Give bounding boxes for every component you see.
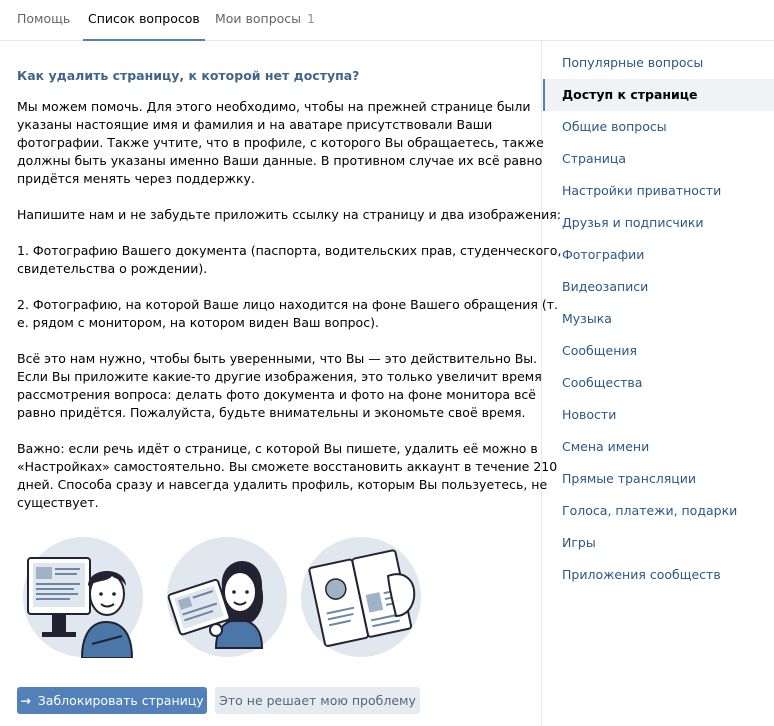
sidebar-item-privacy[interactable] <box>543 175 774 207</box>
sidebar-item-label: Новости <box>562 407 617 422</box>
sidebar-item-general[interactable] <box>543 111 774 143</box>
sidebar-item-label: Фотографии <box>562 247 645 262</box>
paragraph-2 <box>17 206 561 224</box>
passport-document-illustration <box>300 536 422 658</box>
sidebar-item-label: Страница <box>562 151 627 166</box>
sidebar-item-games[interactable] <box>543 527 774 559</box>
sidebar-item-label: Видеозаписи <box>562 279 649 294</box>
paragraph-6 <box>17 440 558 512</box>
sidebar-item-label: Музыка <box>562 311 612 326</box>
tab-my-questions[interactable] <box>215 0 315 41</box>
category-sidebar <box>543 41 774 726</box>
sidebar-item-label: Друзья и подписчики <box>562 215 704 230</box>
paragraph-1 <box>17 98 544 188</box>
tab-my-questions-label: Мои вопросы <box>215 11 302 26</box>
paragraph-line: Всё это нам нужно, чтобы быть уверенными, что Вы — это действительно Вы. <box>17 351 538 366</box>
sidebar-item-page[interactable] <box>543 143 774 175</box>
paragraph-3 <box>17 242 562 278</box>
paragraph-line: должны быть указаны именно Ваши данные. В противном случае их всё равно <box>17 153 543 168</box>
sidebar-item-label: Сообщества <box>562 375 643 390</box>
sidebar-item-label: Популярные вопросы <box>562 55 704 70</box>
sidebar-item-votes-payments[interactable] <box>543 495 774 527</box>
person-at-monitor-illustration <box>22 536 144 658</box>
sidebar-item-label: Настройки приватности <box>562 183 722 198</box>
arrow-right-icon: → <box>20 693 31 708</box>
paragraph-line: равно придётся. Пожалуйста, будьте внимательны и экономьте своё время. <box>17 405 526 420</box>
sidebar-item-page-access[interactable] <box>543 79 774 111</box>
question-title: Как удалить страницу, к которой нет доступа? <box>17 68 360 83</box>
sidebar-item-label: Голоса, платежи, подарки <box>562 503 738 518</box>
paragraph-line: дней. Способа сразу и навсегда удалить профиль, которым Вы пользуетесь, не <box>17 477 548 492</box>
paragraph-line: рассмотрения вопроса: делать фото документа и фото на фоне монитора всё <box>17 387 537 402</box>
paragraph-line: 1. Фотографию Вашего документа (паспорта, водительских прав, студенческого, <box>17 243 562 258</box>
paragraph-line: придётся менять через поддержку. <box>17 171 255 186</box>
sidebar-item-label: Прямые трансляции <box>562 471 697 486</box>
sidebar-item-messages[interactable] <box>543 335 774 367</box>
question-body <box>17 98 562 512</box>
sidebar-item-popular[interactable] <box>543 47 774 79</box>
sidebar-item-friends[interactable] <box>543 207 774 239</box>
tab-help[interactable] <box>17 0 70 41</box>
sidebar-item-videos[interactable] <box>543 271 774 303</box>
sidebar-item-label: Приложения сообществ <box>562 567 721 582</box>
tabs-bar <box>0 0 774 41</box>
woman-with-tablet-illustration <box>166 536 288 658</box>
paragraph-line: Мы можем помочь. Для этого необходимо, чтобы на прежней странице были <box>17 99 531 114</box>
tab-my-questions-count: 1 <box>307 11 315 26</box>
not-solved-button[interactable] <box>215 687 420 714</box>
tab-questions-list-label: Список вопросов <box>88 11 200 26</box>
paragraph-line: е. рядом с монитором, на котором виден Ваш вопрос). <box>17 315 379 330</box>
sidebar-item-community-apps[interactable] <box>543 559 774 591</box>
sidebar-item-label: Доступ к странице <box>562 87 698 102</box>
paragraph-line: свидетельства о рождении). <box>17 261 208 276</box>
sidebar-item-label: Игры <box>562 535 596 550</box>
sidebar-item-music[interactable] <box>543 303 774 335</box>
paragraph-line: Напишите нам и не забудьте приложить ссылку на страницу и два изображения: <box>17 207 561 222</box>
paragraph-line: фотографии. Также учтите, что в профиле, с которого Вы обращаетесь, также <box>17 135 544 150</box>
sidebar-item-label: Сообщения <box>562 343 638 358</box>
sidebar-item-label: Смена имени <box>562 439 650 454</box>
paragraph-line: 2. Фотографию, на которой Ваше лицо находится на фоне Вашего обращения (т. <box>17 297 559 312</box>
paragraph-line: Если Вы приложите какие-то другие изображения, это только увеличит время <box>17 369 542 384</box>
paragraph-line: «Настройках» самостоятельно. Вы сможете восстановить аккаунт в течение 210 <box>17 459 558 474</box>
sidebar-item-name-change[interactable] <box>543 431 774 463</box>
paragraph-5 <box>17 350 542 422</box>
sidebar-item-news[interactable] <box>543 399 774 431</box>
sidebar-item-live-streams[interactable] <box>543 463 774 495</box>
paragraph-line: указаны настоящие имя и фамилия и на аватаре присутствовали Ваши <box>17 117 493 132</box>
tab-help-label: Помощь <box>17 11 71 26</box>
block-page-button[interactable] <box>17 687 207 714</box>
question-article <box>0 41 562 726</box>
block-page-button-label: Заблокировать страницу <box>37 693 204 708</box>
sidebar-item-communities[interactable] <box>543 367 774 399</box>
sidebar-item-label: Общие вопросы <box>562 119 667 134</box>
sidebar-item-photos[interactable] <box>543 239 774 271</box>
tab-questions-list[interactable] <box>83 0 205 41</box>
paragraph-4 <box>17 296 559 332</box>
not-solved-button-label: Это не решает мою проблему <box>219 693 416 708</box>
paragraph-line: Важно: если речь идёт о странице, с которой Вы пишете, удалить её можно в <box>17 441 538 456</box>
paragraph-line: существует. <box>17 495 99 510</box>
